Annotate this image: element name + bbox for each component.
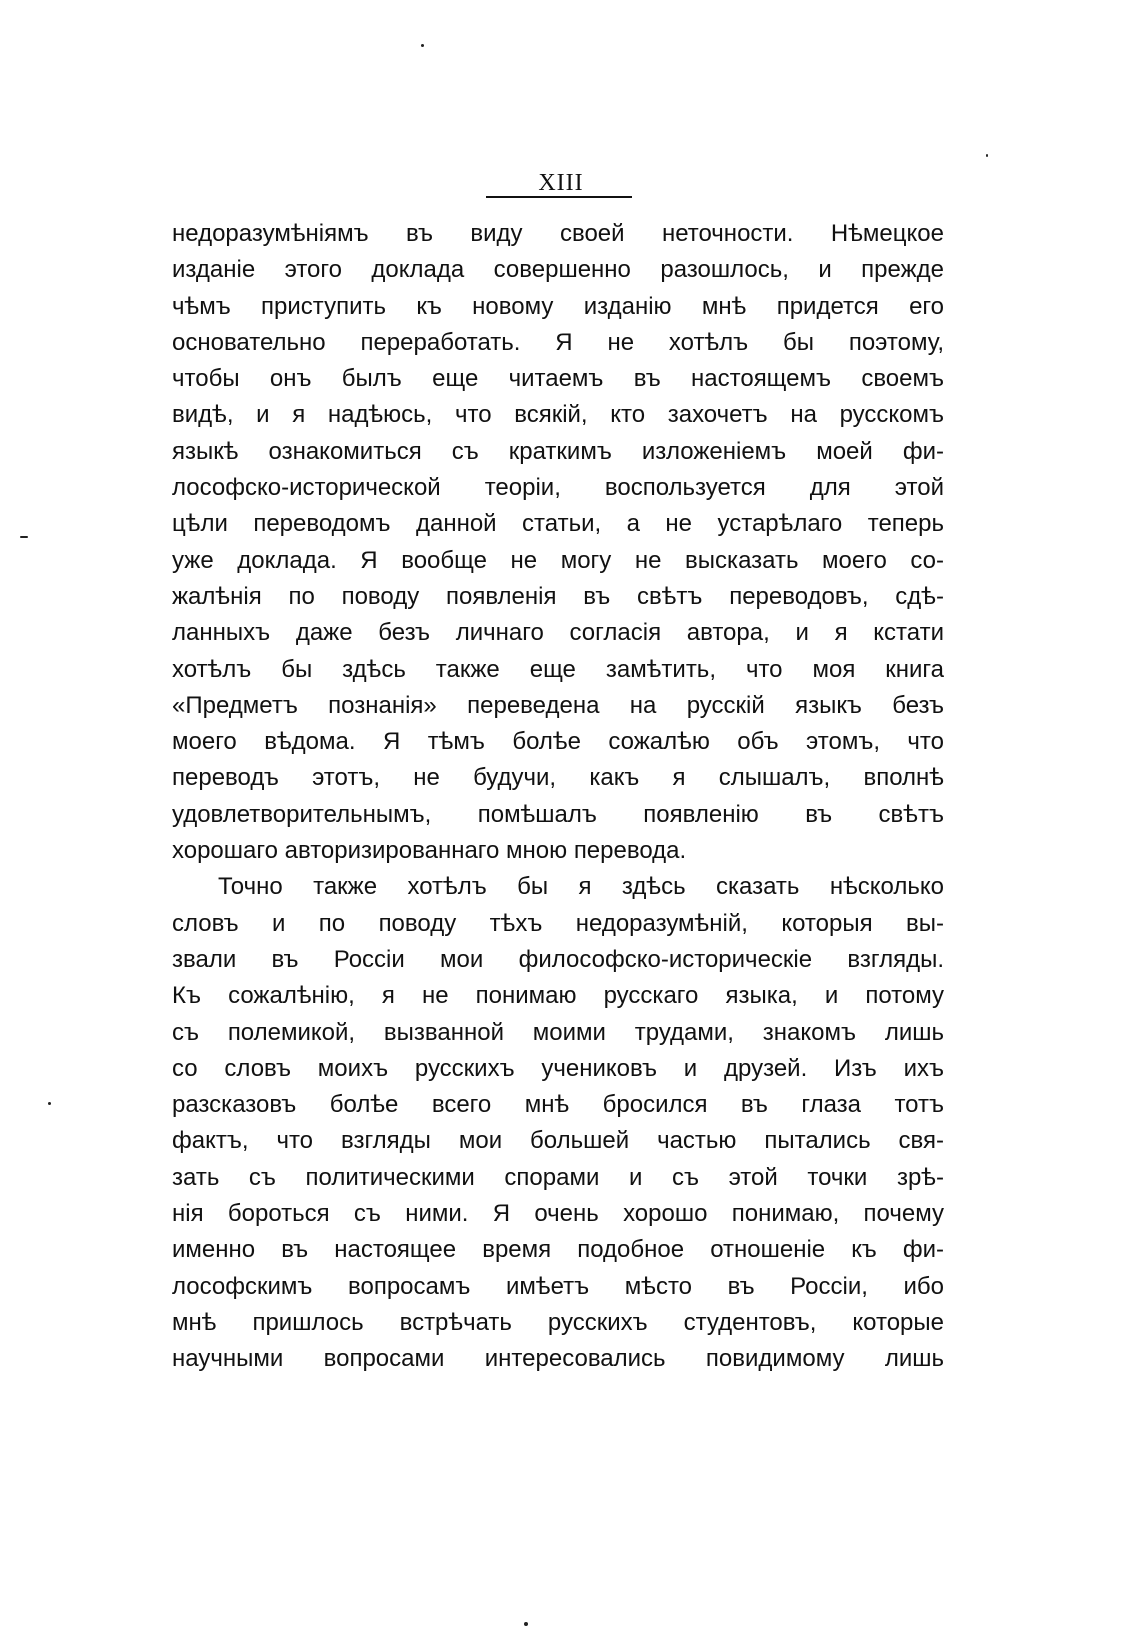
scan-speck bbox=[48, 1102, 51, 1105]
text-line: Къ сожалѣнію, я не понимаю русскаго языка, и потому bbox=[172, 982, 944, 1010]
text-line: чтобы онъ былъ еще читаемъ въ настоящемъ своемъ bbox=[172, 365, 944, 393]
text-line: «Предметъ познанія» переведена на русскій языкъ безъ bbox=[172, 691, 944, 719]
text-line: ланныхъ даже безъ личнаго согласія автора, и я кстати bbox=[172, 619, 944, 647]
text-line: научными вопросами интересовались повидимому лишь bbox=[172, 1345, 944, 1373]
text-line: уже доклада. Я вообще не могу не высказать моего со- bbox=[172, 546, 944, 574]
text-line: словъ и по поводу тѣхъ недоразумѣній, которыя вы- bbox=[172, 909, 944, 937]
text-line: звали въ Россіи мои философско-историческіе взгляды. bbox=[172, 945, 944, 973]
text-line: хорошаго авторизированнаго мною перевода. bbox=[172, 837, 687, 865]
text-line: переводъ этотъ, не будучи, какъ я слышалъ, вполнѣ bbox=[172, 764, 944, 792]
scan-speck bbox=[986, 154, 988, 157]
text-line: чѣмъ приступить къ новому изданію мнѣ придется его bbox=[172, 292, 944, 320]
text-line: видѣ, и я надѣюсь, что всякій, кто захочетъ на русскомъ bbox=[172, 401, 944, 429]
text-line: моего вѣдома. Я тѣмъ болѣе сожалѣю объ этомъ, что bbox=[172, 728, 944, 756]
text-line: фактъ, что взгляды мои большей частью пытались свя- bbox=[172, 1127, 944, 1155]
text-line: разсказовъ болѣе всего мнѣ бросился въ глаза тотъ bbox=[172, 1091, 944, 1119]
text-line: основательно переработать. Я не хотѣлъ бы поэтому, bbox=[172, 328, 944, 356]
text-line: именно въ настоящее время подобное отношеніе къ фи- bbox=[172, 1236, 944, 1264]
text-line: жалѣнія по поводу появленія въ свѣтъ переводовъ, сдѣ- bbox=[172, 582, 944, 610]
text-line: недоразумѣніямъ въ виду своей неточности. Нѣмецкое bbox=[172, 220, 944, 247]
text-line: нія бороться съ ними. Я очень хорошо понимаю, почему bbox=[172, 1200, 944, 1228]
text-line: цѣли переводомъ данной статьи, а не устарѣлаго теперь bbox=[172, 510, 944, 538]
text-line: съ полемикой, вызванной моими трудами, знакомъ лишь bbox=[172, 1018, 944, 1046]
header-rule bbox=[486, 196, 632, 198]
paragraph-first-line: Точно также хотѣлъ бы я здѣсь сказать нѣсколько bbox=[218, 873, 944, 901]
page-number: XIII bbox=[538, 170, 584, 196]
text-line: хотѣлъ бы здѣсь также еще замѣтить, что моя книга bbox=[172, 655, 944, 683]
text-line: изданіе этого доклада совершенно разошлось, и прежде bbox=[172, 256, 944, 284]
text-line: языкѣ ознакомиться съ краткимъ изложеніемъ моей фи- bbox=[172, 437, 944, 465]
text-line: мнѣ пришлось встрѣчать русскихъ студентовъ, которые bbox=[172, 1308, 944, 1336]
text-line: удовлетворительнымъ, помѣшалъ появленію въ свѣтъ bbox=[172, 800, 944, 828]
body-text bbox=[172, 216, 944, 1378]
scan-speck bbox=[20, 536, 28, 538]
text-line: лософско-исторической теоріи, воспользуется для этой bbox=[172, 474, 944, 502]
text-line: со словъ моихъ русскихъ учениковъ и друзей. Изъ ихъ bbox=[172, 1054, 944, 1082]
text-line: зать съ политическими спорами и съ этой точки зрѣ- bbox=[172, 1163, 944, 1191]
text-line: лософскимъ вопросамъ имѣетъ мѣсто въ Россіи, ибо bbox=[172, 1272, 944, 1300]
scan-speck bbox=[524, 1622, 528, 1626]
scan-speck bbox=[421, 44, 424, 47]
